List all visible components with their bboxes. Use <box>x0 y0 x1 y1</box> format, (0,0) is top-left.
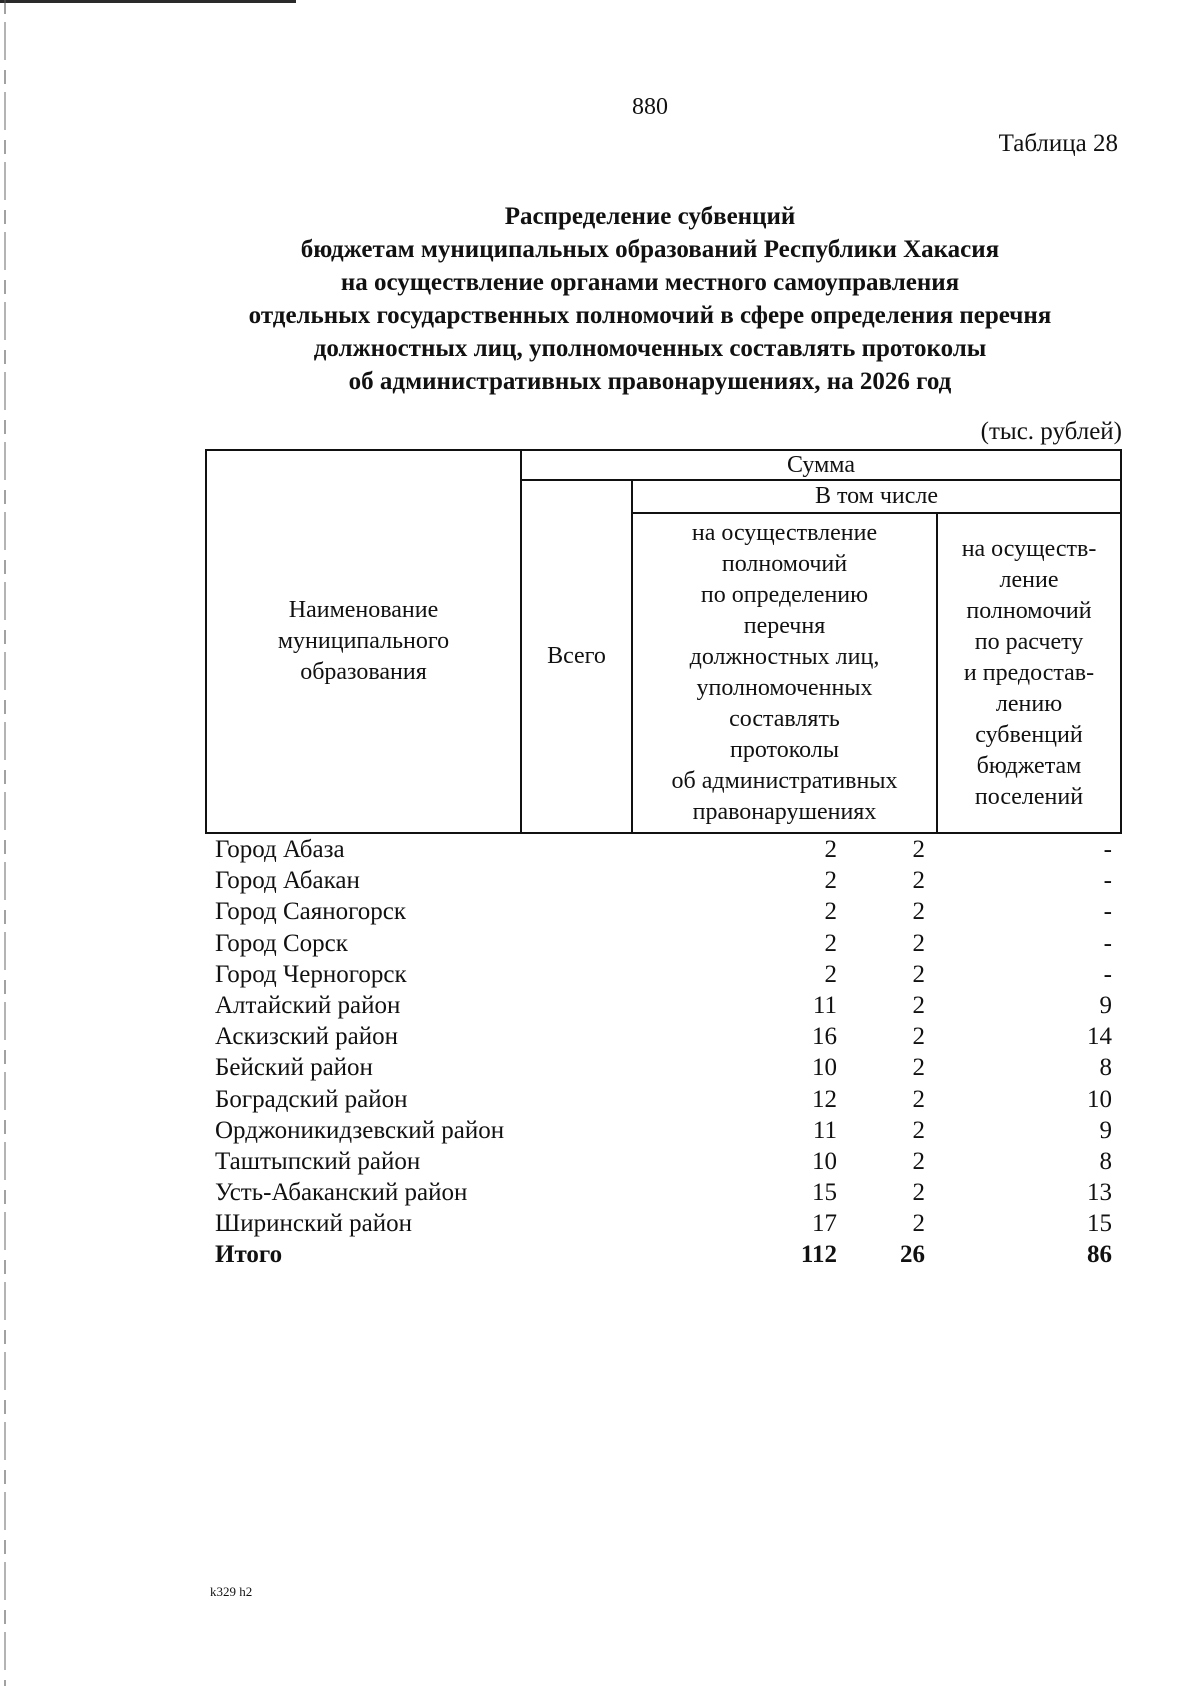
header-column-a-line: протоколы <box>730 737 839 763</box>
table-label: Таблица 28 <box>998 130 1118 157</box>
row-column-a: 2 <box>912 1179 925 1207</box>
row-name: Таштыпский район <box>215 1147 421 1175</box>
row-total: 10 <box>812 1147 837 1175</box>
row-total: 2 <box>824 929 837 957</box>
row-column-b: - <box>1103 898 1112 926</box>
page-number: 880 <box>632 94 668 120</box>
row-column-b: 13 <box>1087 1179 1112 1207</box>
row-column-a: 2 <box>912 867 925 895</box>
row-name: Боградский район <box>215 1085 408 1113</box>
row-column-a: 2 <box>912 898 925 926</box>
row-total: 2 <box>824 867 837 895</box>
table-row <box>212 898 1117 929</box>
row-column-b: 14 <box>1087 1023 1112 1051</box>
table-row <box>212 836 1117 867</box>
header-column-a-line: полномочий <box>721 551 848 577</box>
row-name: Город Саяногорск <box>215 898 407 926</box>
row-name: Город Абакан <box>215 867 360 895</box>
row-name: Ширинский район <box>215 1210 412 1238</box>
row-column-b: 9 <box>1099 991 1112 1019</box>
scan-edge-top <box>0 0 296 3</box>
row-column-b: 8 <box>1099 1147 1112 1175</box>
table-header <box>205 449 1122 834</box>
header-including: В том числе <box>814 483 939 509</box>
table-row <box>212 992 1117 1023</box>
header-column-b-line: поселений <box>974 783 1084 810</box>
header-name-line: Наименование <box>288 597 439 623</box>
units-label: (тыс. рублей) <box>980 418 1122 445</box>
header-column-a-line: на осуществление <box>691 520 878 546</box>
row-column-b: - <box>1103 836 1112 863</box>
total-row-name: Итого <box>215 1241 283 1269</box>
header-column-a-line: по определению <box>700 582 869 608</box>
row-name: Город Сорск <box>215 929 348 957</box>
row-column-a: 2 <box>912 929 925 957</box>
table-row <box>212 961 1117 992</box>
header-column-b-line: субвенций <box>975 721 1083 748</box>
row-total: 17 <box>812 1210 837 1238</box>
table-row <box>212 1086 1117 1117</box>
header-column-a-line: должностных лиц, <box>689 644 880 670</box>
header-column-a-line: уполномоченных <box>696 675 873 701</box>
title-line: должностных лиц, уполномоченных составлять протоколы <box>313 335 987 362</box>
row-total: 2 <box>824 836 837 863</box>
row-column-a: 2 <box>912 1116 925 1144</box>
title-line: на осуществление органами местного самоуправления <box>340 269 960 296</box>
header-sum: Сумма <box>787 451 855 478</box>
row-column-b: - <box>1103 960 1112 988</box>
header-name-line: муниципального <box>277 628 450 654</box>
table-row <box>212 1023 1117 1054</box>
header-border-right <box>1120 449 1122 832</box>
title-line: отдельных государственных полномочий в сфере определения перечня <box>248 302 1052 329</box>
row-column-a: 2 <box>912 1054 925 1082</box>
row-total: 12 <box>812 1085 837 1113</box>
row-column-a: 2 <box>912 1085 925 1113</box>
header-column-a-line: правонарушениях <box>692 799 877 825</box>
row-column-b: - <box>1103 929 1112 957</box>
header-name-line: образования <box>300 659 427 685</box>
row-name: Аскизский район <box>215 1023 399 1051</box>
row-total: 11 <box>812 1116 837 1144</box>
table-row <box>212 867 1117 898</box>
row-column-a: 2 <box>912 1023 925 1051</box>
header-column-b-line: на осуществ- <box>961 535 1097 562</box>
row-column-b: 9 <box>1099 1116 1112 1144</box>
row-total: 2 <box>824 960 837 988</box>
total-row <box>212 1241 1117 1272</box>
row-name: Город Черногорск <box>215 960 407 988</box>
header-column-b-line: и предостав- <box>963 659 1095 686</box>
row-name: Усть-Абаканский район <box>215 1179 468 1207</box>
table-row <box>212 1179 1117 1210</box>
row-column-a: 2 <box>912 1147 925 1175</box>
row-name: Алтайский район <box>215 991 401 1019</box>
header-column-b-line: бюджетам <box>976 752 1082 779</box>
total-row-column-a: 26 <box>900 1241 925 1269</box>
header-column-a-line: составлять <box>729 706 840 732</box>
header-column-b <box>938 514 1120 832</box>
header-column-b-line: лению <box>995 690 1063 717</box>
header-column-b-line: полномочий <box>966 597 1092 624</box>
row-total: 11 <box>812 991 837 1019</box>
table-row <box>212 1148 1117 1179</box>
header-column-a-line: перечня <box>743 613 826 639</box>
row-column-b: 15 <box>1087 1210 1112 1238</box>
table-row <box>212 930 1117 961</box>
row-column-a: 2 <box>912 960 925 988</box>
header-column-b-line: ление <box>999 566 1059 593</box>
scan-edge-left <box>4 0 6 1686</box>
row-column-b: 8 <box>1099 1054 1112 1082</box>
title-line: Распределение субвенций <box>504 203 796 230</box>
header-column-a <box>633 514 936 832</box>
row-total: 2 <box>824 898 837 926</box>
row-total: 16 <box>812 1023 837 1051</box>
header-column-a-line: об административных <box>671 768 898 794</box>
document-code: k329 h2 <box>210 1584 253 1599</box>
header-border-bottom <box>205 832 1122 834</box>
header-total: Всего <box>547 643 606 669</box>
row-name: Бейский район <box>215 1054 373 1082</box>
row-total: 15 <box>812 1179 837 1207</box>
header-name <box>207 451 520 832</box>
row-name: Город Абаза <box>215 836 345 863</box>
document-title <box>150 200 1150 398</box>
total-row-column-b: 86 <box>1087 1241 1112 1269</box>
table-row <box>212 1210 1117 1241</box>
row-column-a: 2 <box>912 836 925 863</box>
total-row-total: 112 <box>800 1241 837 1269</box>
row-column-a: 2 <box>912 1210 925 1238</box>
row-total: 10 <box>812 1054 837 1082</box>
row-name: Орджоникидзевский район <box>215 1116 505 1144</box>
table-row <box>212 1054 1117 1085</box>
table-body <box>212 836 1117 1273</box>
row-column-b: 10 <box>1087 1085 1112 1113</box>
row-column-a: 2 <box>912 991 925 1019</box>
row-column-b: - <box>1103 867 1112 895</box>
table-row <box>212 1117 1117 1148</box>
title-line: об административных правонарушениях, на 2026 год <box>348 368 952 395</box>
title-line: бюджетам муниципальных образований Республики Хакасия <box>300 236 1000 263</box>
header-column-b-line: по расчету <box>974 628 1084 655</box>
